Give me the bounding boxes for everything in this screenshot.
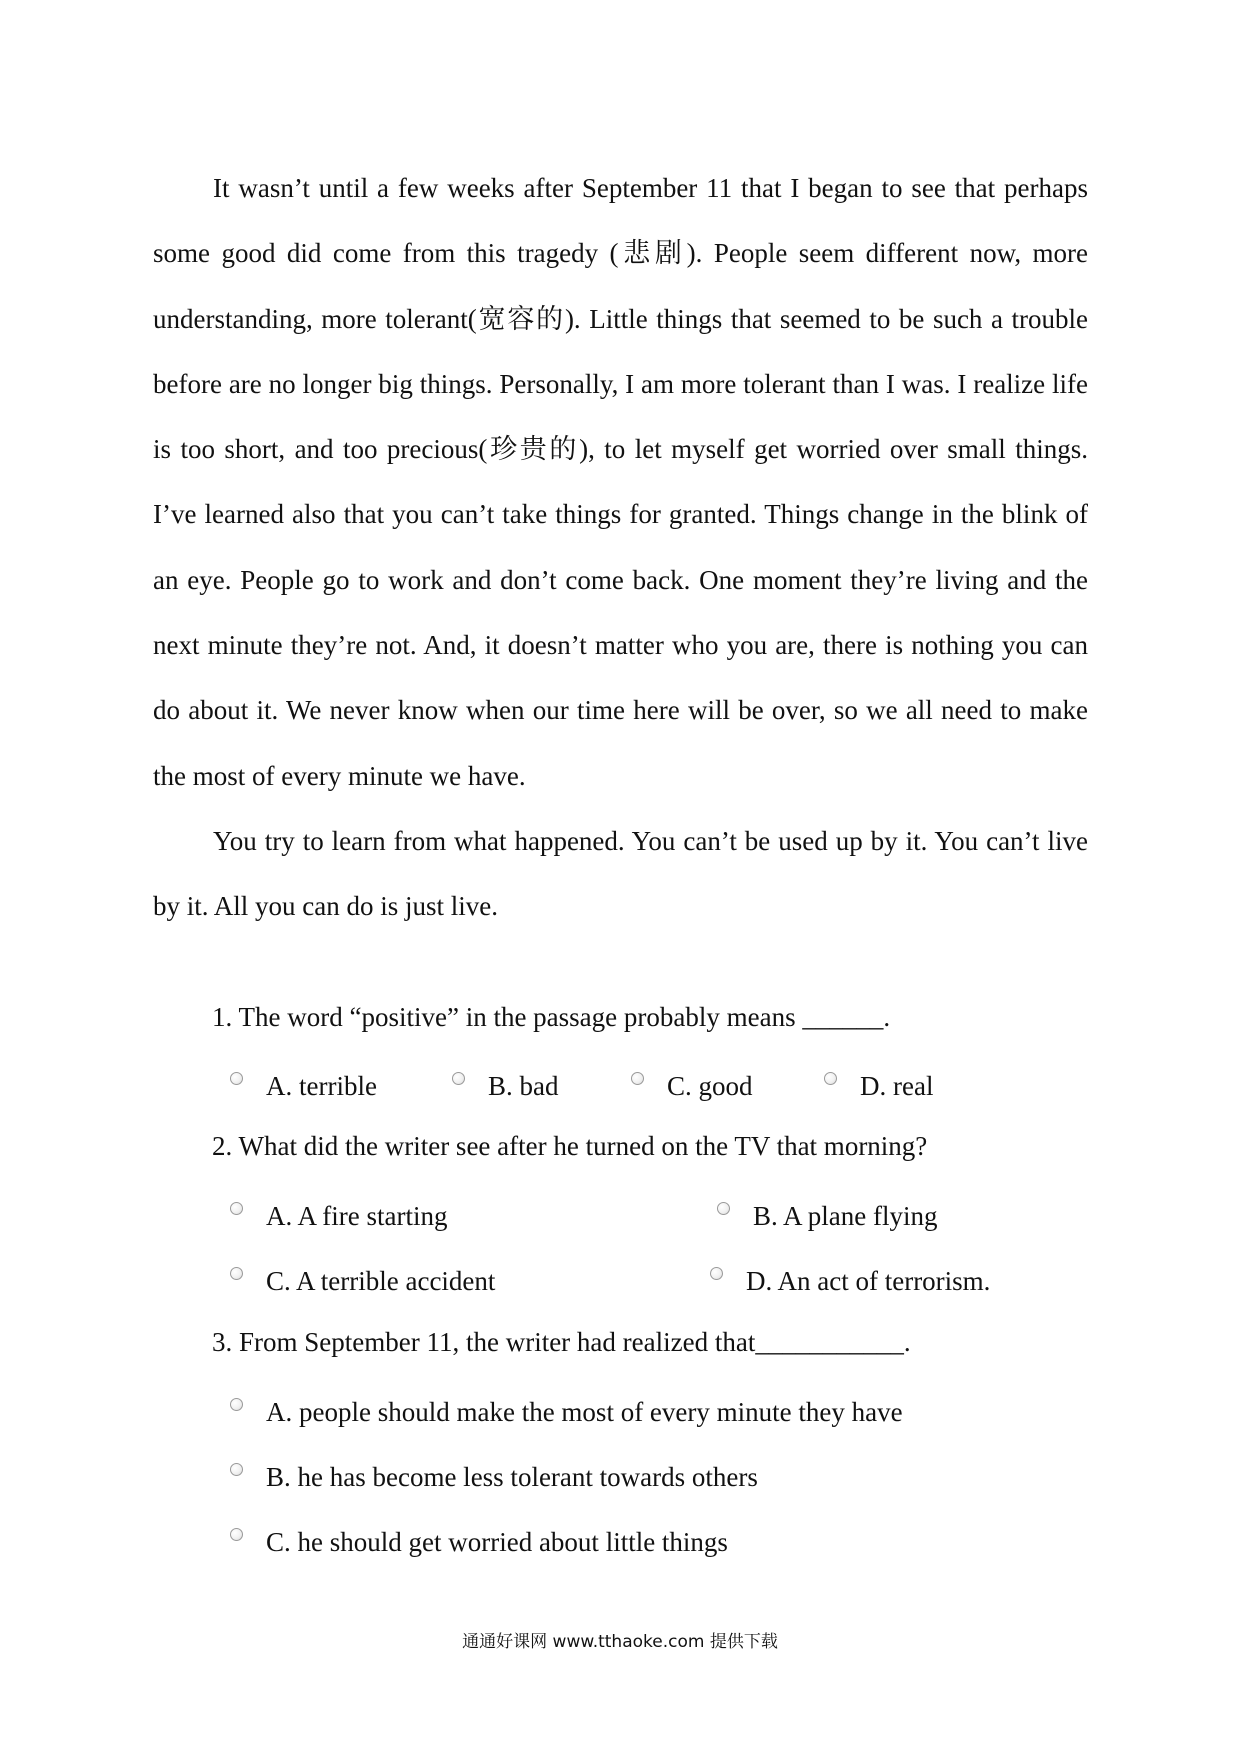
radio-button-icon[interactable] [710,1267,723,1280]
question-2-option-d[interactable] [710,1266,990,1297]
question-2-option-c[interactable] [230,1266,495,1297]
option-label: B. he has become less tolerant towards others [266,1462,758,1492]
option-label: C. good [667,1071,753,1101]
option-label: A. A fire starting [266,1201,448,1231]
radio-button-icon[interactable] [631,1072,644,1085]
option-label: B. bad [488,1071,559,1101]
option-label: C. he should get worried about little things [266,1527,728,1557]
option-label: C. A terrible accident [266,1266,496,1296]
radio-button-icon[interactable] [717,1202,730,1215]
option-label: D. real [860,1071,934,1101]
question-3-option-c[interactable] [230,1527,728,1558]
passage-paragraph-2: You try to learn from what happened. You can’t be used up by it. You can’t live by it. All you can do is just live. [153,825,1088,922]
question-1-option-b[interactable] [452,1071,559,1102]
reading-passage [153,156,1088,940]
radio-button-icon[interactable] [230,1528,243,1541]
radio-button-icon[interactable] [230,1398,243,1411]
question-2-option-a[interactable] [230,1201,447,1232]
passage-paragraph-1: It wasn’t until a few weeks after September 11 that I began to see that perhaps some good did come from this tragedy (悲剧). People seem different now, more understanding, more tolerant(宽容的). Little things that seemed to be such a trouble before are no longer big things. Personally, I am more tolerant than I was. I realize life is too short, and too precious(珍贵的), to let myself get worried over small things. I’ve learned also that you can’t take things for granted. Things change in the blink of an eye. People go to work and don’t come back. One moment they’re living and the next minute they’re not. And, it doesn’t matter who you are, there is nothing you can do about it. We never know when our time here will be over, so we all need to make the most of every minute we have. [153,173,1088,791]
question-3-option-b[interactable] [230,1462,758,1493]
question-2-text: 2. What did the writer see after he turned on the TV that morning? [212,1131,928,1161]
option-label: A. people should make the most of every minute they have [266,1397,903,1427]
question-3-text: 3. From September 11, the writer had realized that___________. [212,1327,911,1357]
option-label: A. terrible [266,1071,377,1101]
option-label: B. A plane flying [753,1201,938,1231]
radio-button-icon[interactable] [452,1072,465,1085]
radio-button-icon[interactable] [230,1202,243,1215]
question-3-option-a[interactable] [230,1397,903,1428]
option-label: D. An act of terrorism. [746,1266,991,1296]
radio-button-icon[interactable] [230,1463,243,1476]
question-1-text: 1. The word “positive” in the passage probably means ______. [212,1002,891,1032]
question-1-option-a[interactable] [230,1071,377,1102]
page-footer: 通通好课网 www.tthaoke.com 提供下载 [462,1632,778,1652]
question-1-option-d[interactable] [824,1071,933,1102]
question-2-option-b[interactable] [717,1201,938,1232]
radio-button-icon[interactable] [230,1267,243,1280]
radio-button-icon[interactable] [230,1072,243,1085]
radio-button-icon[interactable] [824,1072,837,1085]
question-1-option-c[interactable] [631,1071,753,1102]
